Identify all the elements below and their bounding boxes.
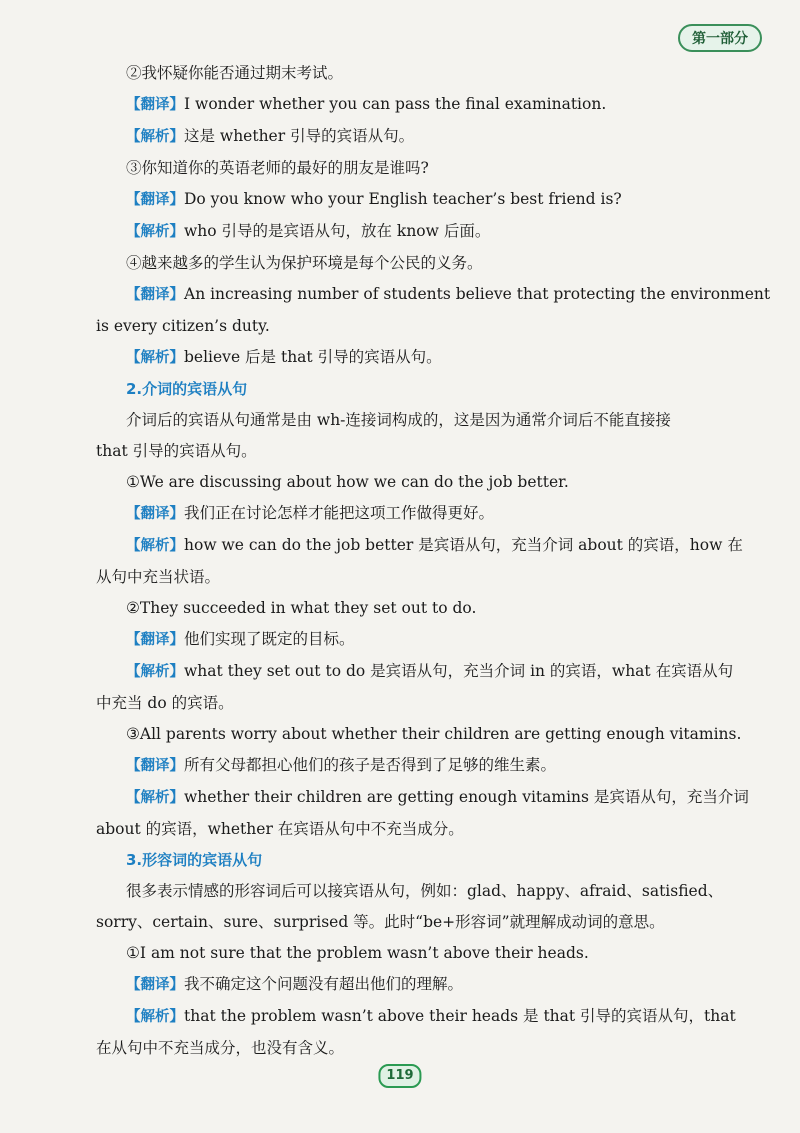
line-text: sorry、certain、sure、surprised 等。此时“be+形容词”就理解成动词的意思。: [96, 913, 665, 931]
line-text: An increasing number of students believe that protecting the environment: [184, 285, 771, 303]
text-line: [96, 938, 756, 969]
line-tag: 【翻译】: [126, 758, 184, 774]
text-line: [96, 311, 756, 342]
line-tag: 【翻译】: [126, 97, 184, 113]
line-text: ②They succeeded in what they set out to do.: [126, 599, 477, 617]
annotated-line: [96, 216, 756, 248]
line-text: ②我怀疑你能否通过期末考试。: [126, 64, 344, 82]
line-tag: 【翻译】: [126, 506, 184, 522]
section-heading: 3.形容词的宾语从句: [126, 851, 263, 869]
line-text: is every citizen’s duty.: [96, 317, 270, 335]
page-number: 119: [378, 1064, 421, 1088]
page-content: [96, 58, 771, 1064]
text-line: [96, 593, 756, 624]
line-tag: 【解析】: [126, 1009, 184, 1025]
text-line: [96, 153, 756, 184]
line-text: 所有父母都担心他们的孩子是否得到了足够的维生素。: [184, 756, 557, 774]
line-text: I wonder whether you can pass the final examination.: [184, 95, 607, 113]
line-text: Do you know who your English teacher’s best friend is?: [184, 190, 622, 208]
line-tag: 【解析】: [126, 129, 184, 145]
line-text: 介词后的宾语从句通常是由 wh-连接词构成的，这是因为通常介词后不能直接接: [126, 411, 671, 429]
line-tag: 【解析】: [126, 350, 184, 366]
line-text: 从句中充当状语。: [96, 568, 221, 586]
line-text: whether their children are getting enough vitamins 是宾语从句，充当介词: [184, 788, 749, 806]
text-line: [96, 907, 756, 938]
line-text: what they set out to do 是宾语从句，充当介词 in 的宾语，what 在宾语从句: [184, 662, 734, 680]
annotated-line: [96, 89, 756, 121]
text-line: [96, 436, 756, 467]
annotated-line: [96, 624, 756, 656]
text-line: [96, 719, 756, 750]
line-tag: 【解析】: [126, 664, 184, 680]
line-text: 很多表示情感的形容词后可以接宾语从句，例如：glad、happy、afraid、satisfied、: [126, 882, 724, 900]
line-text: 在从句中不充当成分，也没有含义。: [96, 1039, 345, 1057]
line-text: ④越来越多的学生认为保护环境是每个公民的义务。: [126, 254, 483, 272]
text-line: [96, 467, 756, 498]
line-text: ③All parents worry about whether their children are getting enough vitamins.: [126, 725, 742, 743]
annotated-line: [96, 656, 756, 688]
line-text: 他们实现了既定的目标。: [184, 630, 355, 648]
line-tag: 【解析】: [126, 790, 184, 806]
line-text: who 引导的是宾语从句，放在 know 后面。: [184, 222, 491, 240]
section-badge: 第一部分: [678, 24, 762, 52]
line-text: 中充当 do 的宾语。: [96, 694, 234, 712]
annotated-line: [96, 969, 756, 1001]
line-text: about 的宾语，whether 在宾语从句中不充当成分。: [96, 820, 464, 838]
annotated-line: [96, 121, 756, 153]
annotated-line: [96, 1001, 756, 1033]
annotated-line: [96, 750, 756, 782]
annotated-line: [96, 782, 756, 814]
annotated-line: [96, 184, 756, 216]
text-line: [96, 248, 756, 279]
section-heading: 2.介词的宾语从句: [126, 380, 248, 398]
line-tag: 【翻译】: [126, 192, 184, 208]
line-text: 这是 whether 引导的宾语从句。: [184, 127, 415, 145]
text-line: [96, 876, 756, 907]
line-text: ①We are discussing about how we can do the job better.: [126, 473, 569, 491]
line-text: how we can do the job better 是宾语从句，充当介词 about 的宾语，how 在: [184, 536, 743, 554]
annotated-line: [96, 530, 756, 562]
text-line: [96, 58, 756, 89]
text-line: [96, 405, 756, 436]
line-text: ①I am not sure that the problem wasn’t above their heads.: [126, 944, 589, 962]
line-tag: 【解析】: [126, 224, 184, 240]
line-text: 我们正在讨论怎样才能把这项工作做得更好。: [184, 504, 495, 522]
annotated-line: [96, 279, 771, 311]
text-line: [96, 1033, 756, 1064]
line-text: 我不确定这个问题没有超出他们的理解。: [184, 975, 464, 993]
annotated-line: [96, 342, 756, 374]
text-line: [96, 562, 756, 593]
line-tag: 【翻译】: [126, 632, 184, 648]
line-tag: 【解析】: [126, 538, 184, 554]
text-line: [96, 688, 756, 719]
line-text: ③你知道你的英语老师的最好的朋友是谁吗?: [126, 159, 429, 177]
line-text: that the problem wasn’t above their heads 是 that 引导的宾语从句，that: [184, 1007, 736, 1025]
text-line: [96, 814, 756, 845]
line-text: believe 后是 that 引导的宾语从句。: [184, 348, 442, 366]
annotated-line: [96, 498, 756, 530]
line-tag: 【翻译】: [126, 287, 184, 303]
line-tag: 【翻译】: [126, 977, 184, 993]
line-text: that 引导的宾语从句。: [96, 442, 257, 460]
